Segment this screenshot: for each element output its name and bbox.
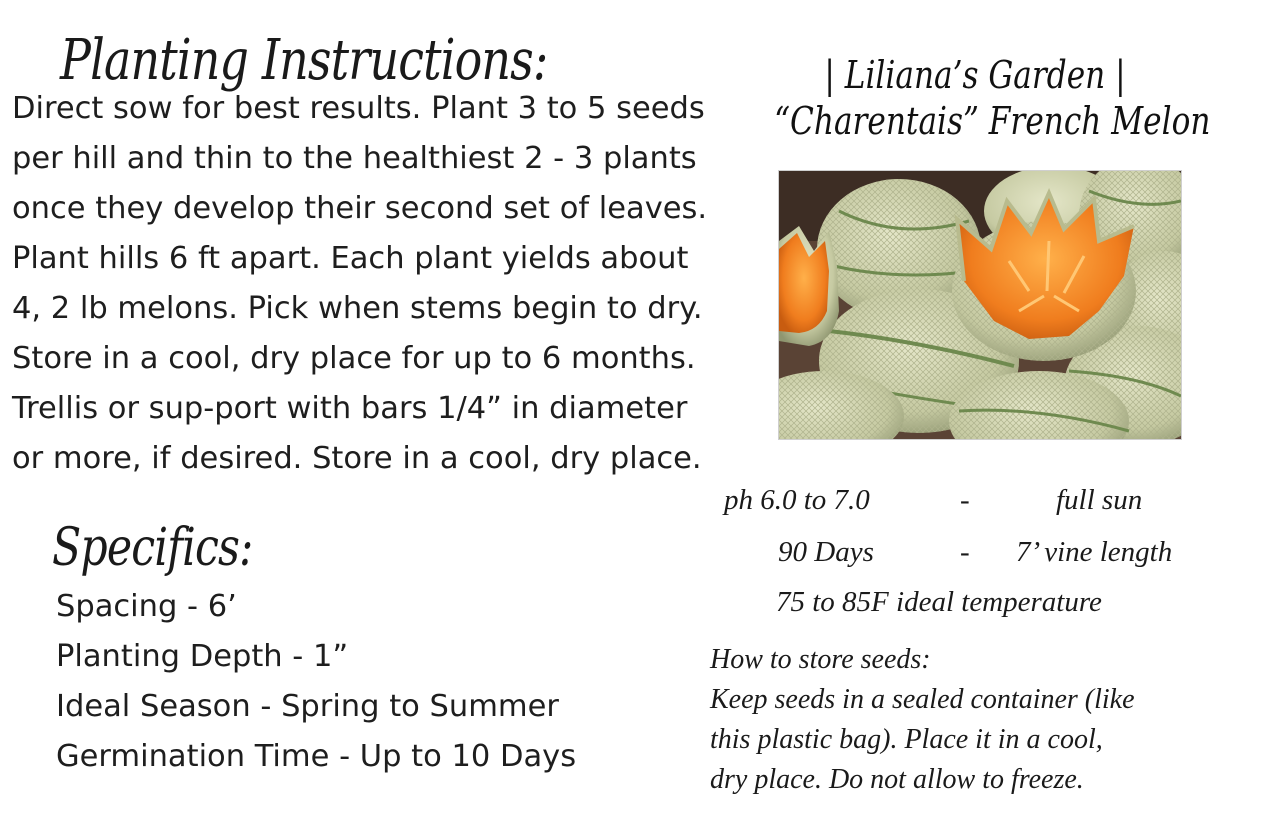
planting-instructions-text: Direct sow for best results. Plant 3 to 5 seeds per hill and thin to the healthiest 2 - 3 plants once they develop their second set of leaves. Plant hills 6 ft apart. Each plant yields about 4, 2 lb melons. Pick when stems begin to dry. Store in a cool, dry place for up to 6 months. Trellis or sup-port with bars 1/4” in diameter or more, if desired. Store in a cool, dry place. <box>12 91 708 476</box>
storage-line: dry place. Do not allow to freeze. <box>710 764 1084 795</box>
planting-instructions-heading: Planting Instructions: <box>60 28 548 93</box>
spec-germination-time: Germination Time - Up to 10 Days <box>56 739 577 774</box>
storage-line: Keep seeds in a sealed container (like <box>710 684 1135 715</box>
sun-requirement: full sun <box>1056 484 1143 516</box>
product-title-block <box>730 52 1220 144</box>
vine-length: 7’ vine length <box>1016 536 1173 568</box>
days-to-maturity: 90 Days <box>778 536 874 568</box>
specifics-heading: Specifics: <box>52 518 253 578</box>
spec-planting-depth: Planting Depth - 1” <box>56 639 349 674</box>
separator-dash: - <box>960 536 970 568</box>
storage-line: this plastic bag). Place it in a cool, <box>710 724 1103 755</box>
melon-photo <box>778 170 1182 440</box>
separator-dash: - <box>960 484 970 516</box>
ideal-temperature: 75 to 85F ideal temperature <box>776 586 1102 618</box>
spec-spacing: Spacing - 6’ <box>56 589 237 624</box>
planting-instructions-body <box>12 84 724 484</box>
storage-title: How to store seeds: <box>710 644 931 675</box>
seed-storage-instructions <box>710 640 1230 800</box>
ph-range: ph 6.0 to 7.0 <box>724 484 870 516</box>
spec-ideal-season: Ideal Season - Spring to Summer <box>56 689 559 724</box>
brand-name: | Liliana’s Garden | <box>824 53 1126 97</box>
variety-name: “Charentais” French Melon <box>774 99 1211 143</box>
specifics-list <box>56 582 576 782</box>
